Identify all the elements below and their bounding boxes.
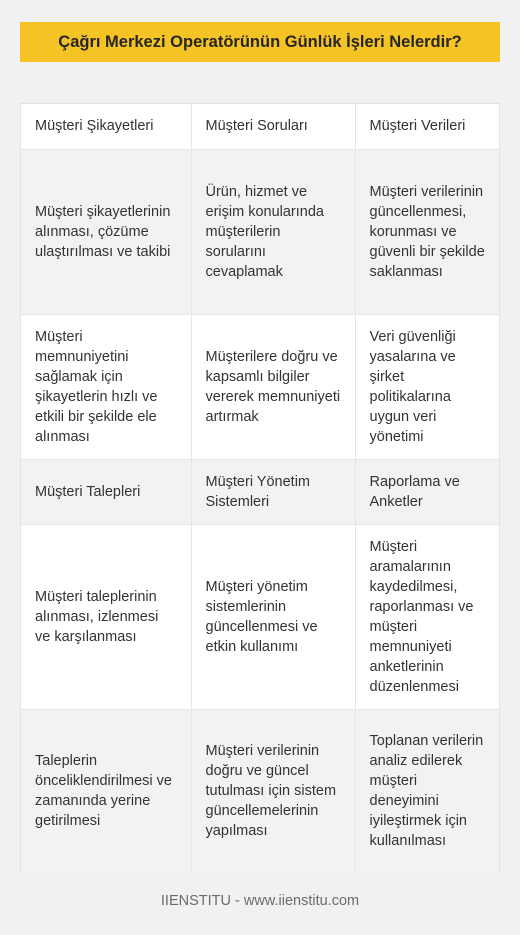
info-table — [20, 103, 500, 872]
table-row — [21, 459, 499, 524]
table-cell: Müşteri taleplerinin alınması, izlenmesi ve karşılanması — [21, 524, 191, 709]
table-cell: Taleplerin önceliklendirilmesi ve zamanında yerine getirilmesi — [21, 709, 191, 872]
table-row — [21, 524, 499, 709]
table-cell: Müşteri yönetim sistemlerinin güncellenmesi ve etkin kullanımı — [191, 524, 355, 709]
table-cell: Müşteri Yönetim Sistemleri — [191, 459, 355, 524]
table-cell: Müşteri aramalarının kaydedilmesi, raporlanması ve müşteri memnuniyeti anketlerinin düzenlenmesi — [355, 524, 499, 709]
table-cell: Toplanan verilerin analiz edilerek müşteri deneyimini iyileştirmek için kullanılması — [355, 709, 499, 872]
table-row — [21, 709, 499, 872]
table-cell: Raporlama ve Anketler — [355, 459, 499, 524]
table-cell: Müşteri memnuniyetini sağlamak için şikayetlerin hızlı ve etkili bir şekilde ele alınması — [21, 314, 191, 459]
page-title: Çağrı Merkezi Operatörünün Günlük İşleri Nelerdir? — [20, 22, 500, 62]
table-cell: Ürün, hizmet ve erişim konularında müşterilerin sorularını cevaplamak — [191, 149, 355, 314]
table-cell: Müşteri Talepleri — [21, 459, 191, 524]
table-cell: Müşteri verilerinin doğru ve güncel tutulması için sistem güncellemelerinin yapılması — [191, 709, 355, 872]
table-cell: Müşteri Verileri — [355, 104, 499, 149]
table-row — [21, 104, 499, 149]
table-cell: Müşteri Soruları — [191, 104, 355, 149]
table-cell: Müşteri verilerinin güncellenmesi, korunması ve güvenli bir şekilde saklanması — [355, 149, 499, 314]
table-row — [21, 149, 499, 314]
table-cell: Müşterilere doğru ve kapsamlı bilgiler vererek memnuniyeti artırmak — [191, 314, 355, 459]
table-cell: Müşteri şikayetlerinin alınması, çözüme ulaştırılması ve takibi — [21, 149, 191, 314]
table-row — [21, 314, 499, 459]
table-cell: Veri güvenliği yasalarına ve şirket politikalarına uygun veri yönetimi — [355, 314, 499, 459]
table-cell: Müşteri Şikayetleri — [21, 104, 191, 149]
footer-credit: IIENSTITU - www.iienstitu.com — [160, 893, 360, 909]
